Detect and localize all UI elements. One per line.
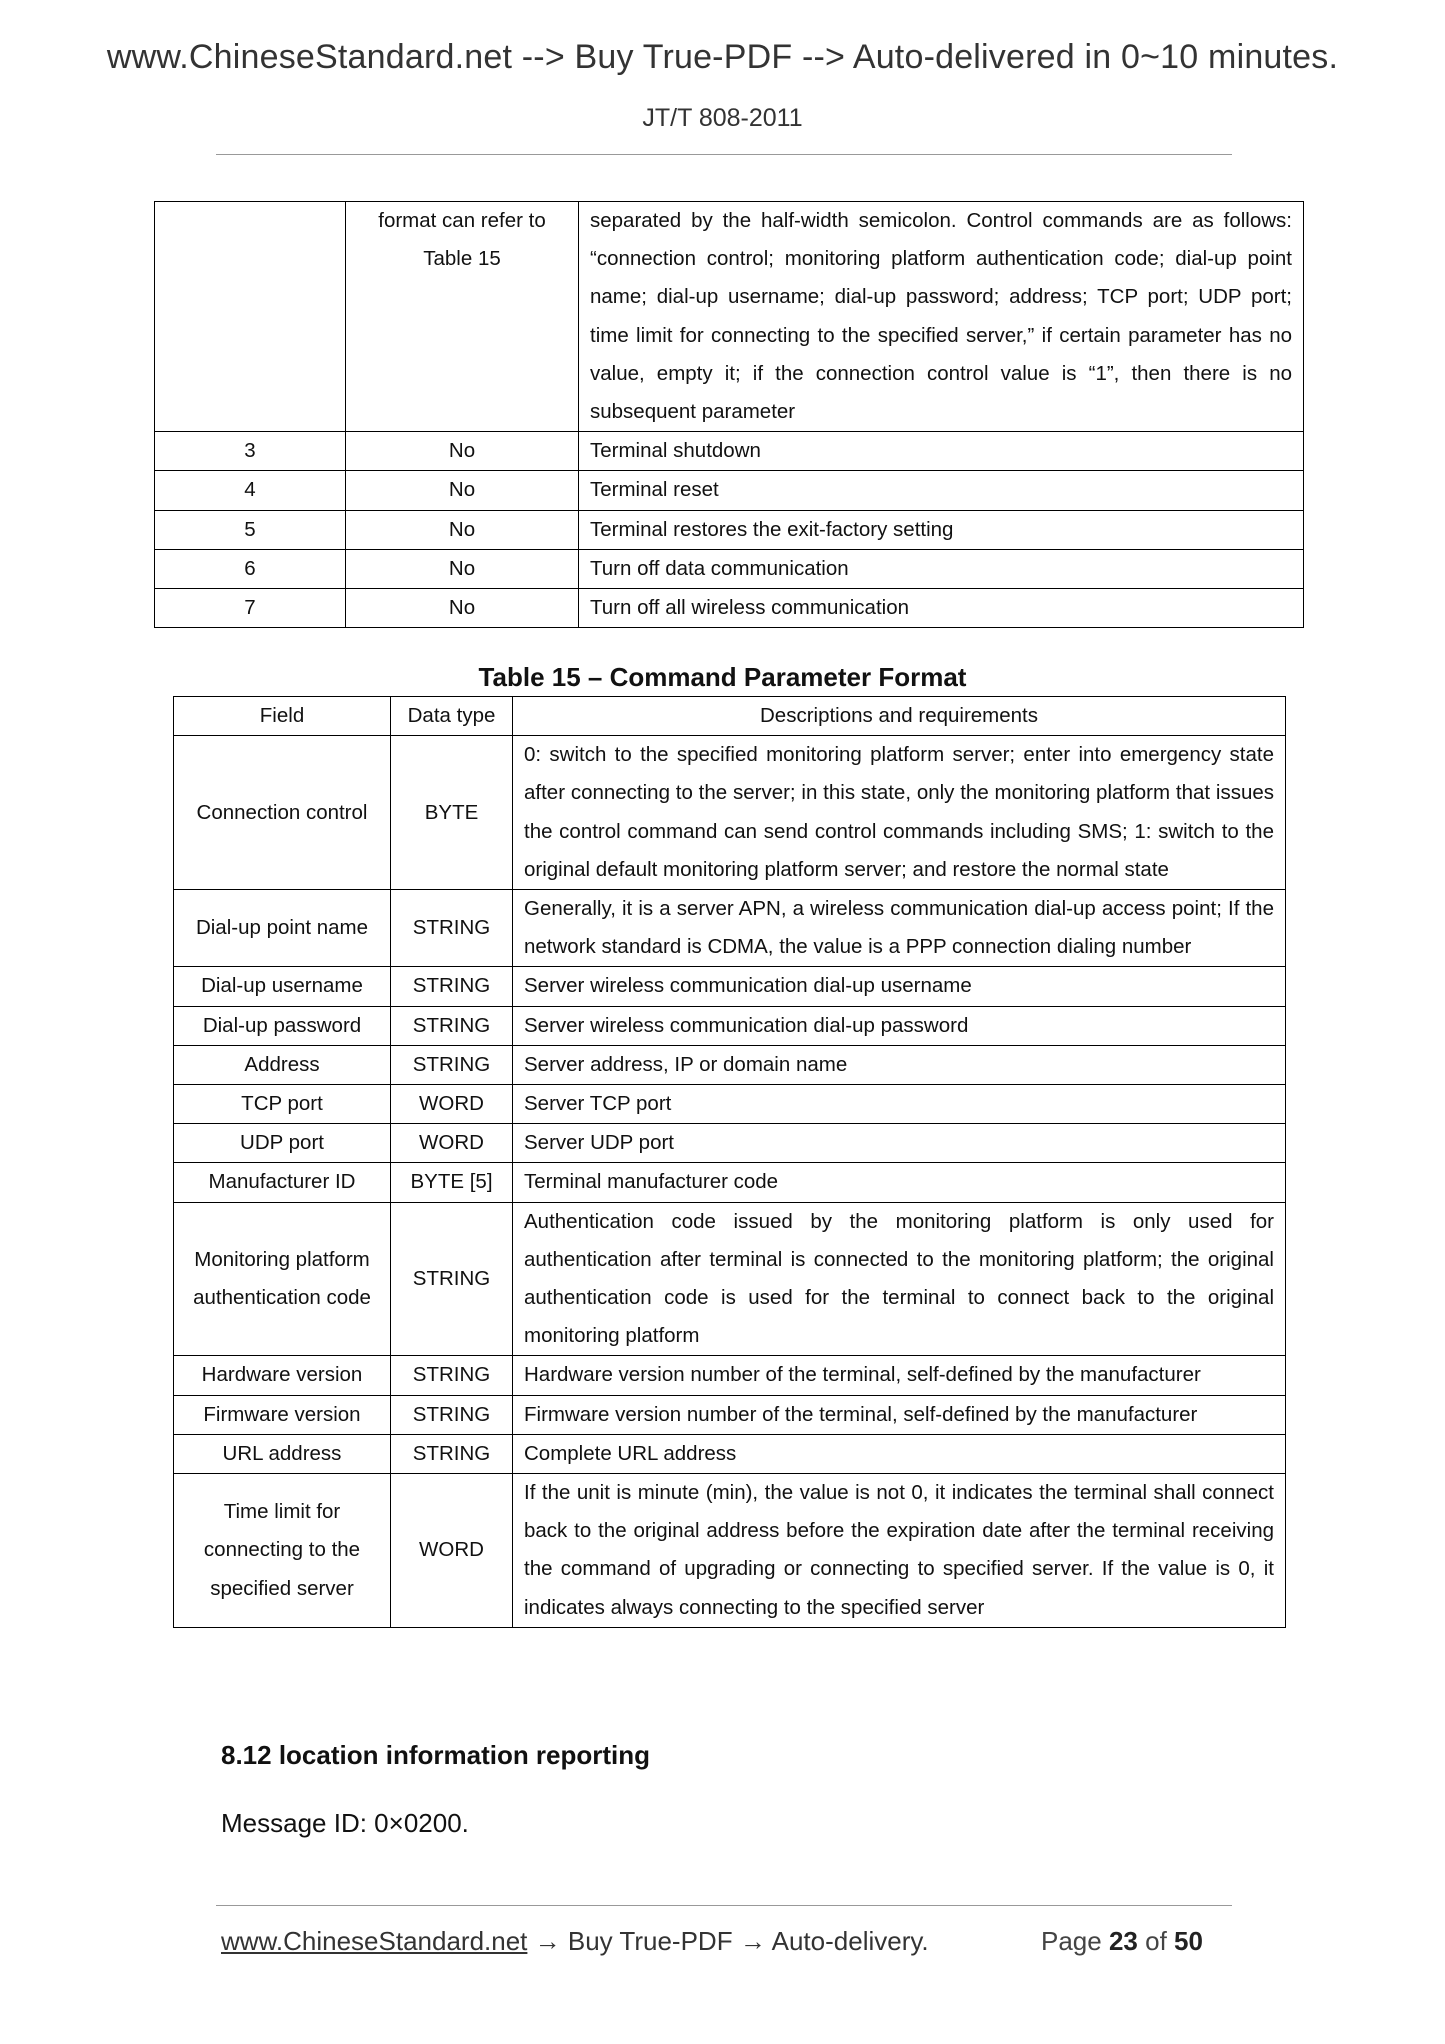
table-15-command-parameter-format <box>173 696 1286 1628</box>
type-cell: STRING <box>391 1202 513 1356</box>
type-cell: STRING <box>391 1006 513 1045</box>
field-cell: Manufacturer ID <box>174 1163 391 1202</box>
table-cell: No <box>346 510 579 549</box>
table-header-row <box>174 697 1286 736</box>
type-cell: WORD <box>391 1085 513 1124</box>
description-cell: Complete URL address <box>513 1434 1286 1473</box>
field-cell: Dial-up point name <box>174 890 391 967</box>
table-row <box>174 1045 1286 1084</box>
table-cell <box>155 202 346 432</box>
description-cell: Generally, it is a server APN, a wireless communication dial-up access point; If the network standard is CDMA, the value is a PPP connection dialing number <box>513 890 1286 967</box>
field-cell: Dial-up username <box>174 967 391 1006</box>
table-cell: No <box>346 471 579 510</box>
table-cell: 3 <box>155 432 346 471</box>
field-cell: Time limit for connecting to the specified server <box>174 1474 391 1628</box>
table-cell: No <box>346 432 579 471</box>
table-cell: separated by the half-width semicolon. Control commands are as follows: “connection control; monitoring platform authentication code; dial-up point name; dial-up username; dial-up password; address; TCP port; UDP port; time limit for connecting to the specified server,” if certain parameter has no value, empty it; if the connection control value is “1”, then there is no subsequent parameter <box>579 202 1304 432</box>
table-row <box>174 1474 1286 1628</box>
header-divider <box>216 154 1232 155</box>
footer-buy-text: Buy True-PDF <box>567 1926 733 1956</box>
table-row <box>174 736 1286 890</box>
column-header: Field <box>174 697 391 736</box>
current-page: 23 <box>1108 1926 1138 1956</box>
type-cell: WORD <box>391 1124 513 1163</box>
table-caption: Table 15 – Command Parameter Format <box>478 662 967 692</box>
table-row <box>174 1395 1286 1434</box>
description-cell: Terminal manufacturer code <box>513 1163 1286 1202</box>
table-row <box>155 202 1304 432</box>
table-row <box>174 1434 1286 1473</box>
table-cell: format can refer to Table 15 <box>346 202 579 432</box>
table-row <box>155 510 1304 549</box>
table-row <box>174 1006 1286 1045</box>
description-cell: 0: switch to the specified monitoring platform server; enter into emergency state after connecting to the server; in this state, only the monitoring platform that issues the control command can send control commands including SMS; 1: switch to the original default monitoring platform server; and restore the normal state <box>513 736 1286 890</box>
footer-divider <box>216 1905 1232 1906</box>
table-row <box>155 589 1304 628</box>
column-header: Descriptions and requirements <box>513 697 1286 736</box>
table-row <box>174 1085 1286 1124</box>
field-cell: Firmware version <box>174 1395 391 1434</box>
description-cell: Server UDP port <box>513 1124 1286 1163</box>
field-cell: Connection control <box>174 736 391 890</box>
table-row <box>174 1124 1286 1163</box>
table-row <box>174 1163 1286 1202</box>
description-cell: Server wireless communication dial-up username <box>513 967 1286 1006</box>
table-14-continued <box>154 201 1304 628</box>
total-pages: 50 <box>1174 1926 1203 1956</box>
field-cell: Dial-up password <box>174 1006 391 1045</box>
description-cell: Server address, IP or domain name <box>513 1045 1286 1084</box>
type-cell: BYTE <box>391 736 513 890</box>
table-cell: Terminal shutdown <box>579 432 1304 471</box>
description-cell: Server wireless communication dial-up password <box>513 1006 1286 1045</box>
description-cell: Hardware version number of the terminal, self-defined by the manufacturer <box>513 1356 1286 1395</box>
description-cell: Server TCP port <box>513 1085 1286 1124</box>
type-cell: STRING <box>391 1045 513 1084</box>
table-row <box>174 890 1286 967</box>
table-cell: Terminal restores the exit-factory setting <box>579 510 1304 549</box>
table-row <box>174 967 1286 1006</box>
table-row <box>174 1202 1286 1356</box>
footer-delivery-text: Auto-delivery. <box>771 1926 929 1956</box>
field-cell: Hardware version <box>174 1356 391 1395</box>
footer-site-link[interactable]: www.ChineseStandard.net <box>221 1926 528 1956</box>
column-header: Data type <box>391 697 513 736</box>
message-id-text: Message ID: 0×0200. <box>221 1808 469 1838</box>
table-row <box>155 471 1304 510</box>
page-label: Page <box>1041 1926 1102 1956</box>
field-cell: Monitoring platform authentication code <box>174 1202 391 1356</box>
footer-links <box>221 1926 929 1957</box>
table-cell: 6 <box>155 549 346 588</box>
arrow-right-icon: → <box>534 1926 561 1956</box>
table-cell: Turn off data communication <box>579 549 1304 588</box>
table-row <box>155 549 1304 588</box>
type-cell: STRING <box>391 1395 513 1434</box>
field-cell: Address <box>174 1045 391 1084</box>
type-cell: BYTE [5] <box>391 1163 513 1202</box>
page-number <box>1041 1926 1203 1957</box>
type-cell: WORD <box>391 1474 513 1628</box>
description-cell: Authentication code issued by the monitoring platform is only used for authentication after terminal is connected to the monitoring platform; the original authentication code is used for the terminal to connect back to the original monitoring platform <box>513 1202 1286 1356</box>
type-cell: STRING <box>391 890 513 967</box>
of-label: of <box>1145 1926 1167 1956</box>
type-cell: STRING <box>391 1356 513 1395</box>
field-cell: URL address <box>174 1434 391 1473</box>
table-cell: No <box>346 589 579 628</box>
table-cell: 7 <box>155 589 346 628</box>
table-cell: Turn off all wireless communication <box>579 589 1304 628</box>
header-banner: www.ChineseStandard.net --> Buy True-PDF --> Auto-delivered in 0~10 minutes. <box>106 38 1339 76</box>
table-cell: 4 <box>155 471 346 510</box>
description-cell: If the unit is minute (min), the value is not 0, it indicates the terminal shall connect back to the original address before the expiration date after the terminal receiving the command of upgrading or connecting to specified server. If the value is 0, it indicates always connecting to the specified server <box>513 1474 1286 1628</box>
type-cell: STRING <box>391 1434 513 1473</box>
table-cell: 5 <box>155 510 346 549</box>
type-cell: STRING <box>391 967 513 1006</box>
field-cell: TCP port <box>174 1085 391 1124</box>
table-cell: No <box>346 549 579 588</box>
table-row <box>174 1356 1286 1395</box>
table-row <box>155 432 1304 471</box>
section-heading: 8.12 location information reporting <box>221 1740 651 1770</box>
table-cell: Terminal reset <box>579 471 1304 510</box>
arrow-right-icon: → <box>739 1926 766 1956</box>
field-cell: UDP port <box>174 1124 391 1163</box>
document-code: JT/T 808-2011 <box>642 104 803 132</box>
description-cell: Firmware version number of the terminal, self-defined by the manufacturer <box>513 1395 1286 1434</box>
